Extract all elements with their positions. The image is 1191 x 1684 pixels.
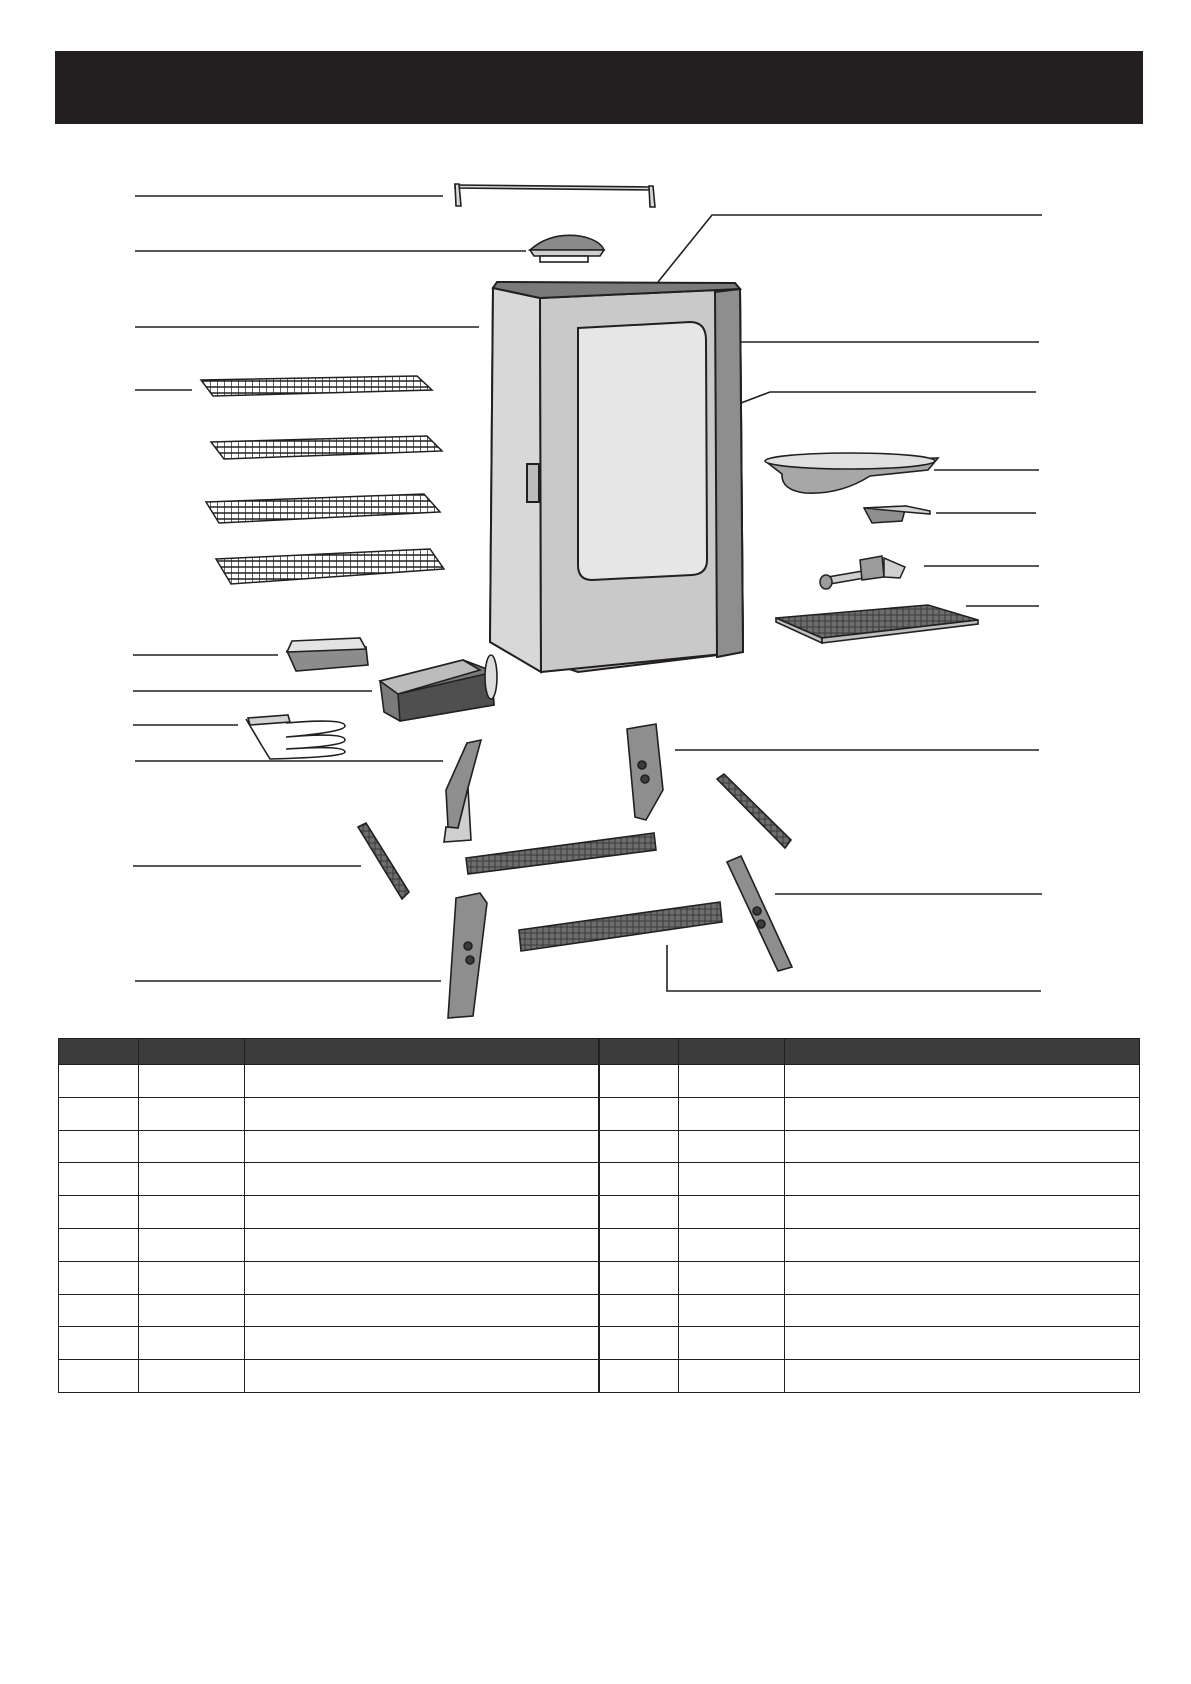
table-cell xyxy=(59,1065,139,1098)
table-cell xyxy=(785,1196,1140,1229)
table-cell xyxy=(785,1228,1140,1261)
table-cell xyxy=(785,1065,1140,1098)
table-row xyxy=(59,1327,1140,1360)
table-cell xyxy=(599,1327,679,1360)
rear-brace-part xyxy=(466,833,656,874)
heating-element-part xyxy=(246,715,345,759)
table-cell xyxy=(245,1360,599,1393)
table-cell xyxy=(785,1097,1140,1130)
table-cell xyxy=(599,1261,679,1294)
table-cell xyxy=(599,1163,679,1196)
table-cell xyxy=(679,1196,785,1229)
table-row xyxy=(59,1294,1140,1327)
cooking-grids-part xyxy=(201,376,444,584)
table-row xyxy=(59,1196,1140,1229)
table-cell xyxy=(245,1097,599,1130)
table-cell xyxy=(679,1261,785,1294)
column-header xyxy=(139,1039,245,1065)
table-cell xyxy=(245,1327,599,1360)
table-cell xyxy=(245,1228,599,1261)
leader-cabinet-top xyxy=(658,215,1042,282)
table-cell xyxy=(59,1360,139,1393)
table-cell xyxy=(139,1065,245,1098)
table-row xyxy=(59,1360,1140,1393)
side-brace-left-part xyxy=(358,823,409,899)
table-cell xyxy=(679,1294,785,1327)
leader-front-brace xyxy=(667,945,1041,991)
column-header xyxy=(59,1039,139,1065)
table-cell xyxy=(599,1294,679,1327)
table-cell xyxy=(139,1261,245,1294)
table-cell xyxy=(245,1196,599,1229)
table-cell xyxy=(59,1327,139,1360)
table-cell xyxy=(599,1228,679,1261)
parts-list-table xyxy=(58,1038,1140,1393)
latch-assembly-part xyxy=(820,556,905,589)
drip-tray-part xyxy=(776,605,978,643)
table-cell xyxy=(59,1163,139,1196)
column-header xyxy=(245,1039,599,1065)
table-cell xyxy=(599,1360,679,1393)
rear-left-leg-part xyxy=(448,893,487,1018)
table-row xyxy=(59,1130,1140,1163)
table-cell xyxy=(245,1163,599,1196)
table-cell xyxy=(785,1360,1140,1393)
table-header-row xyxy=(59,1039,1140,1065)
front-brace-part xyxy=(519,902,722,951)
table-cell xyxy=(139,1163,245,1196)
table-cell xyxy=(59,1294,139,1327)
control-box-part xyxy=(380,655,497,721)
table-cell xyxy=(245,1294,599,1327)
table-row xyxy=(59,1261,1140,1294)
front-left-leg-part xyxy=(444,740,481,842)
table-cell xyxy=(59,1196,139,1229)
column-header xyxy=(785,1039,1140,1065)
handle-part xyxy=(455,184,655,207)
table-row xyxy=(59,1065,1140,1098)
table-cell xyxy=(599,1130,679,1163)
table-cell xyxy=(245,1065,599,1098)
table-cell xyxy=(785,1261,1140,1294)
table-cell xyxy=(139,1294,245,1327)
table-cell xyxy=(59,1228,139,1261)
table-cell xyxy=(679,1360,785,1393)
table-cell xyxy=(139,1327,245,1360)
table-row xyxy=(59,1228,1140,1261)
table-cell xyxy=(139,1130,245,1163)
table-cell xyxy=(139,1360,245,1393)
table-cell xyxy=(785,1130,1140,1163)
table-cell xyxy=(139,1196,245,1229)
table-cell xyxy=(785,1294,1140,1327)
table-cell xyxy=(59,1130,139,1163)
front-right-leg-part xyxy=(727,856,792,971)
chip-tray-small-part xyxy=(864,506,930,523)
column-header xyxy=(679,1039,785,1065)
table-cell xyxy=(599,1065,679,1098)
cabinet-part xyxy=(490,282,743,672)
wood-chip-bowl-part xyxy=(765,453,938,493)
table-cell xyxy=(679,1130,785,1163)
table-row xyxy=(59,1163,1140,1196)
table-cell xyxy=(679,1097,785,1130)
table-cell xyxy=(245,1261,599,1294)
table-cell xyxy=(785,1327,1140,1360)
table-cell xyxy=(59,1261,139,1294)
side-brace-right-part xyxy=(717,774,791,848)
rear-right-leg-part xyxy=(627,724,663,820)
table-cell xyxy=(599,1097,679,1130)
table-cell xyxy=(245,1130,599,1163)
table-cell xyxy=(785,1163,1140,1196)
table-cell xyxy=(139,1097,245,1130)
table-row xyxy=(59,1097,1140,1130)
table-cell xyxy=(679,1065,785,1098)
table-cell xyxy=(139,1228,245,1261)
column-header xyxy=(599,1039,679,1065)
table-cell xyxy=(679,1327,785,1360)
water-bowl-part xyxy=(287,638,368,671)
vent-cap-part xyxy=(530,235,604,262)
table-cell xyxy=(599,1196,679,1229)
table-cell xyxy=(679,1228,785,1261)
table-cell xyxy=(679,1163,785,1196)
table-cell xyxy=(59,1097,139,1130)
